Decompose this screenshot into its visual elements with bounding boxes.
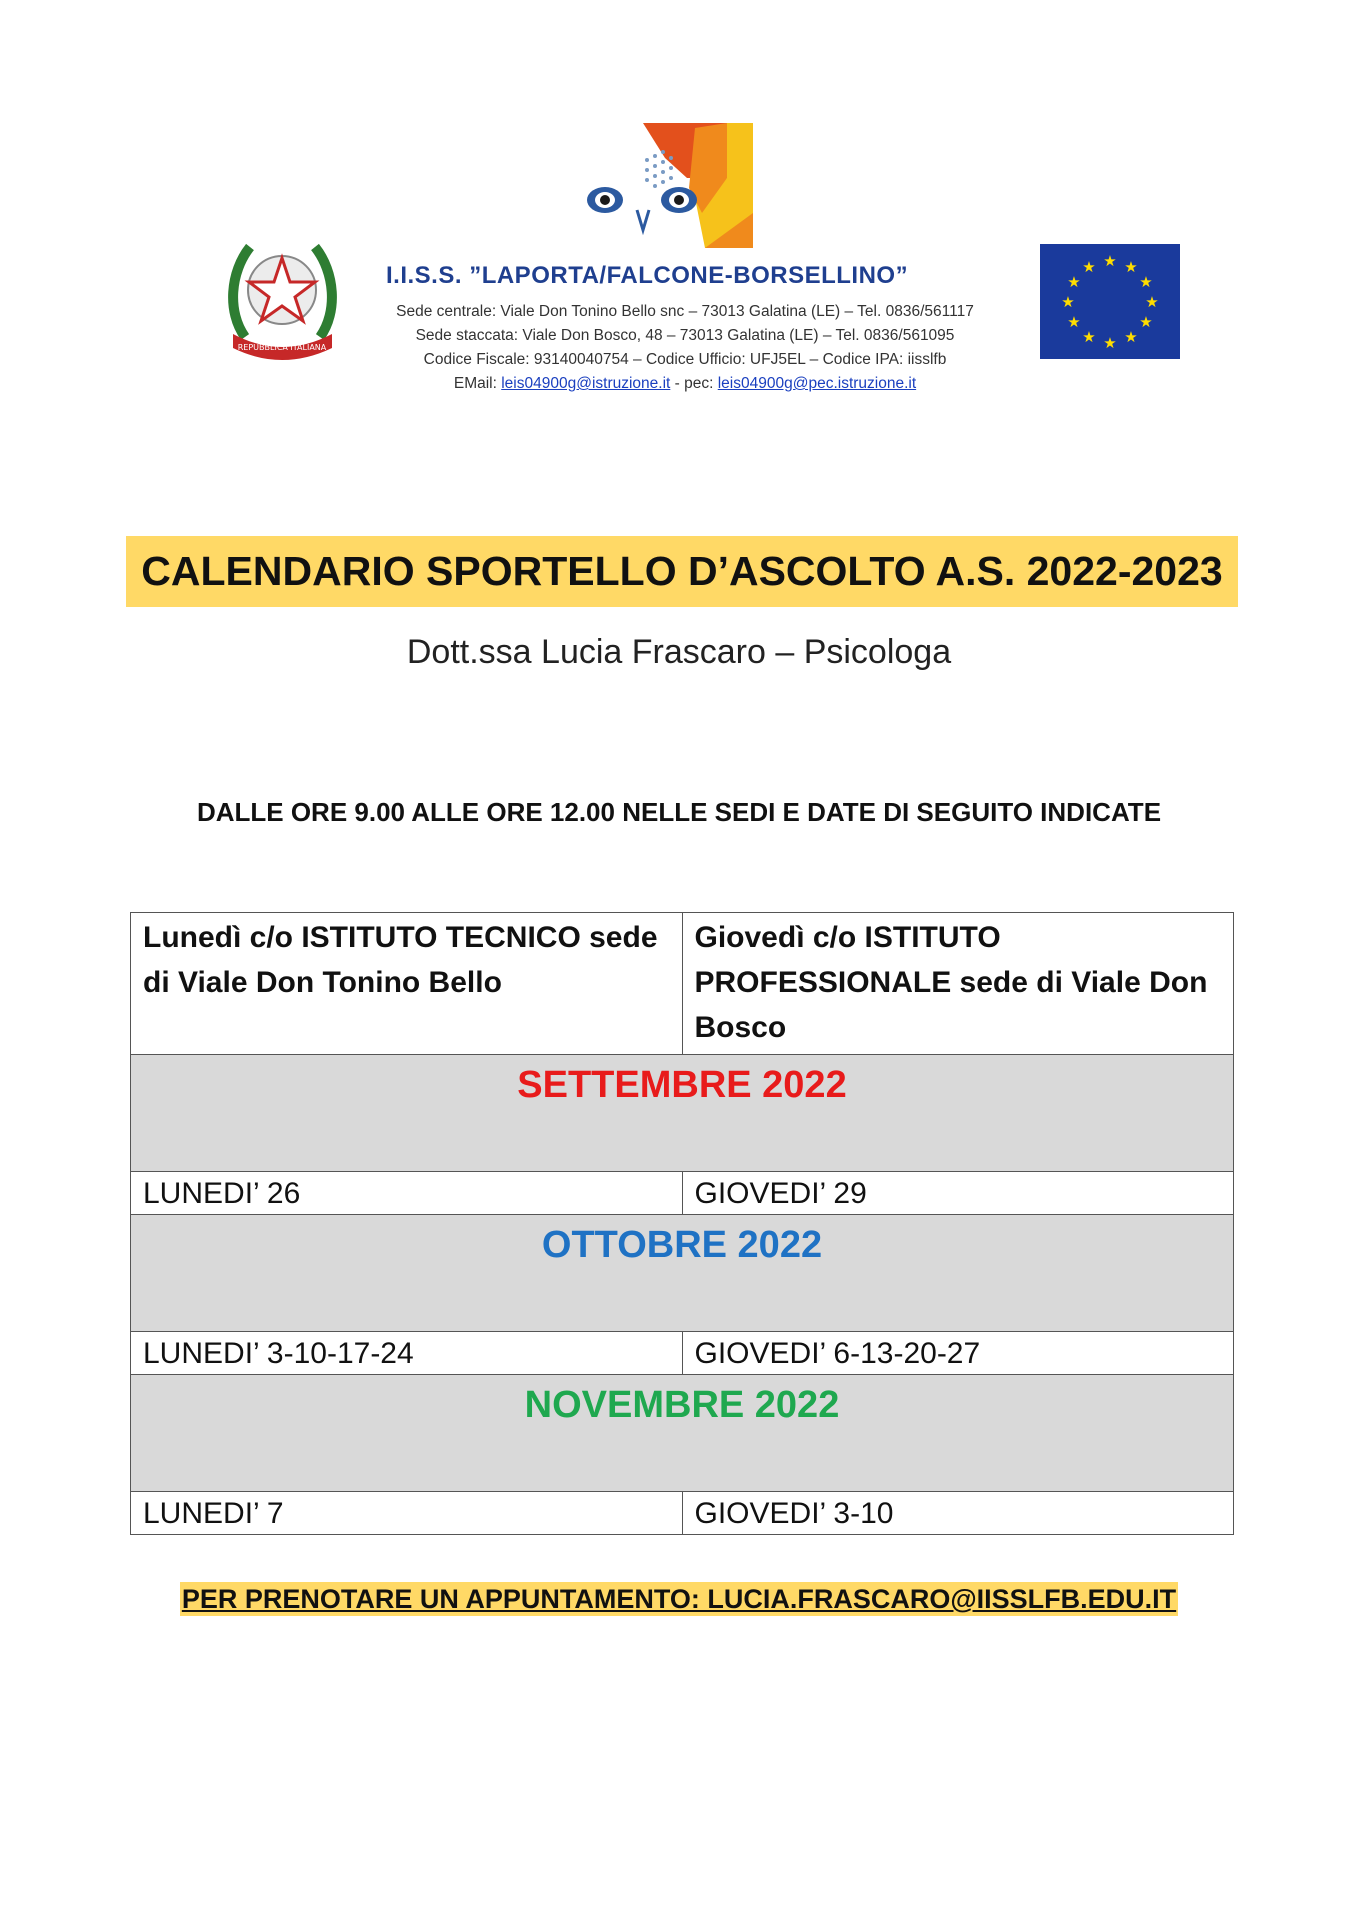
address-main-office: Sede centrale: Viale Don Tonino Bello snc – 73013 Galatina (LE) – Tel. 0836/561117 [396, 303, 974, 320]
month-label-october: OTTOBRE 2022 [131, 1215, 1234, 1332]
pec-label: - pec: [670, 375, 718, 392]
svg-text:★: ★ [1145, 293, 1159, 311]
school-name: I.I.S.S. ”LAPORTA/FALCONE-BORSELLINO” [386, 262, 909, 289]
month-row-september [131, 1055, 1234, 1172]
month-label-november: NOVEMBRE 2022 [131, 1375, 1234, 1492]
svg-text:★: ★ [1103, 334, 1117, 352]
emblem-motto: REPUBBLICA ITALIANA [237, 343, 327, 352]
school-logo [577, 118, 767, 253]
svg-text:★: ★ [1082, 328, 1096, 346]
svg-text:★: ★ [1103, 252, 1117, 270]
svg-text:★: ★ [1082, 258, 1096, 276]
table-header-row [131, 913, 1234, 1055]
days-row-october [131, 1332, 1234, 1375]
svg-text:★: ★ [1139, 273, 1153, 291]
email-link[interactable]: leis04900g@istruzione.it [501, 375, 671, 392]
fiscal-codes: Codice Fiscale: 93140040754 – Codice Ufficio: UFJ5EL – Codice IPA: iisslfb [423, 351, 947, 368]
page-title: CALENDARIO SPORTELLO D’ASCOLTO A.S. 2022-2023 [141, 548, 1223, 594]
october-monday-dates: LUNEDI’ 3-10-17-24 [131, 1332, 683, 1375]
november-monday-dates: LUNEDI’ 7 [131, 1492, 683, 1535]
days-row-september [131, 1172, 1234, 1215]
pec-link[interactable]: leis04900g@pec.istruzione.it [717, 375, 917, 392]
november-thursday-dates: GIOVEDI’ 3-10 [682, 1492, 1234, 1535]
booking-info [0, 1584, 1358, 1615]
svg-text:★: ★ [1067, 273, 1081, 291]
eu-flag [1040, 244, 1180, 359]
thursday-location-header: Giovedì c/o ISTITUTO PROFESSIONALE sede di Viale Don Bosco [682, 913, 1234, 1055]
address-branch-office: Sede staccata: Viale Don Bosco, 48 – 73013 Galatina (LE) – Tel. 0836/561095 [415, 327, 955, 344]
booking-text: PER PRENOTARE UN APPUNTAMENTO: LUCIA.FRASCARO@IISSLFB.EDU.IT [181, 1584, 1177, 1614]
svg-text:★: ★ [1124, 328, 1138, 346]
svg-text:★: ★ [1067, 313, 1081, 331]
psychologist-name: Dott.ssa Lucia Frascaro – Psicologa [406, 633, 952, 671]
month-row-november [131, 1375, 1234, 1492]
contact-emails [335, 375, 1035, 393]
svg-text:★: ★ [1124, 258, 1138, 276]
italian-republic-emblem [225, 232, 340, 367]
calendar-table [130, 912, 1234, 1535]
october-thursday-dates: GIOVEDI’ 6-13-20-27 [682, 1332, 1234, 1375]
office-hours: DALLE ORE 9.00 ALLE ORE 12.00 NELLE SEDI E DATE DI SEGUITO INDICATE [196, 797, 1162, 827]
month-row-october [131, 1215, 1234, 1332]
svg-text:★: ★ [1061, 293, 1075, 311]
september-thursday-dates: GIOVEDI’ 29 [682, 1172, 1234, 1215]
svg-text:★: ★ [1139, 313, 1153, 331]
month-label-september: SETTEMBRE 2022 [131, 1055, 1234, 1172]
days-row-november [131, 1492, 1234, 1535]
september-monday-dates: LUNEDI’ 26 [131, 1172, 683, 1215]
email-label: EMail: [453, 375, 502, 392]
monday-location-header: Lunedì c/o ISTITUTO TECNICO sede di Viale Don Tonino Bello [131, 913, 683, 1055]
